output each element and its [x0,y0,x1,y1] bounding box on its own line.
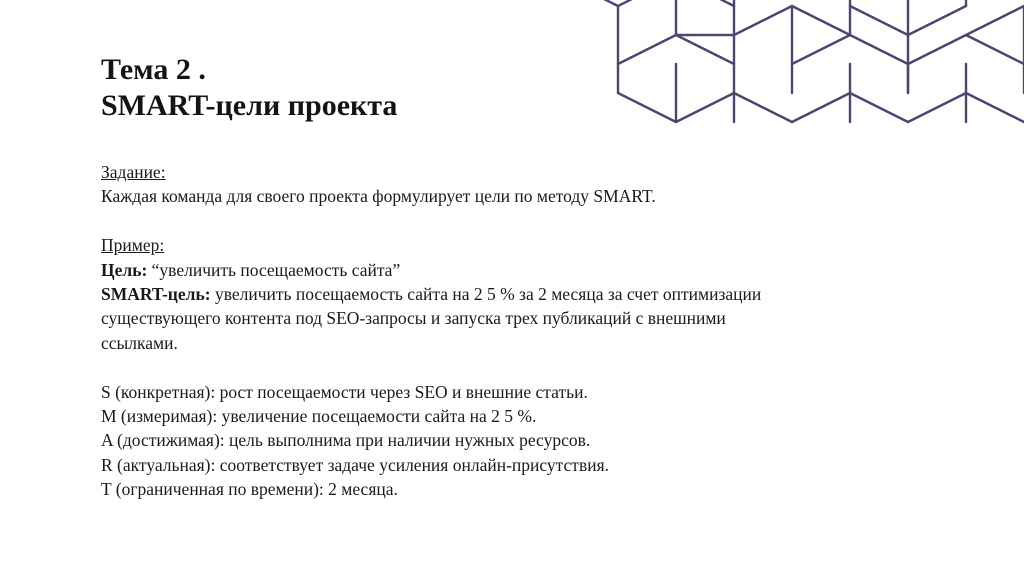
goal-label: Цель: [101,259,148,280]
cube-edge [676,93,734,122]
criterion-a: A (достижимая): цель выполнима при наличии нужных ресурсов. [101,430,591,451]
cube-edge [560,0,618,6]
criterion-r: R (актуальная): соответствует задаче усиления онлайн-присутствия. [101,454,609,475]
cube-edge [966,6,1024,35]
cube-edge [792,6,850,35]
task-text: Каждая команда для своего проекта формулирует цели по методу SMART. [101,186,656,207]
example-heading: Пример: [101,235,165,256]
cube-edge [676,0,734,6]
task-heading: Задание: [101,162,166,182]
slide-body [101,160,881,502]
title-line-1: Тема 2 . [101,53,206,86]
cube-edge [908,6,966,35]
criterion-m: M (измеримая): увеличение посещаемости сайта на 2 5 %. [101,406,537,427]
cube-edge [676,35,734,64]
cube-edge [618,0,676,6]
cube-edge [734,93,792,122]
goal-line [101,258,881,282]
cube-edge [908,35,966,64]
cube-edge [792,93,850,122]
cube-edge [908,93,966,122]
smart-goal-text-3: ссылками. [101,332,178,353]
criterion-s: S (конкретная): рост посещаемости через SEO и внешние статьи. [101,381,588,402]
cube-edge [734,6,792,35]
smart-goal-label: SMART-цель: [101,284,211,305]
smart-goal-line [101,282,881,306]
cube-edge [850,93,908,122]
cube-edge [850,35,908,64]
goal-text: “увеличить посещаемость сайта” [147,259,401,280]
cube-edge [966,93,1024,122]
cube-edge [850,6,908,35]
criterion-t: T (ограниченная по времени): 2 месяца. [101,479,398,500]
cube-pattern-decoration [560,0,1024,140]
spacer [101,209,881,233]
cube-edge [618,93,676,122]
spacer [101,355,881,379]
title-line-2: SMART-цели проекта [101,89,398,122]
slide-title [101,52,397,124]
smart-goal-text-2: существующего контента под SEO-запросы и запуска трех публикаций с внешними [101,308,726,329]
smart-goal-text-1: увеличить посещаемость сайта на 2 5 % за 2 месяца за счет оптимизации [210,284,762,305]
cube-edge [966,35,1024,64]
cube-edge [618,35,676,64]
cube-edge [792,35,850,64]
